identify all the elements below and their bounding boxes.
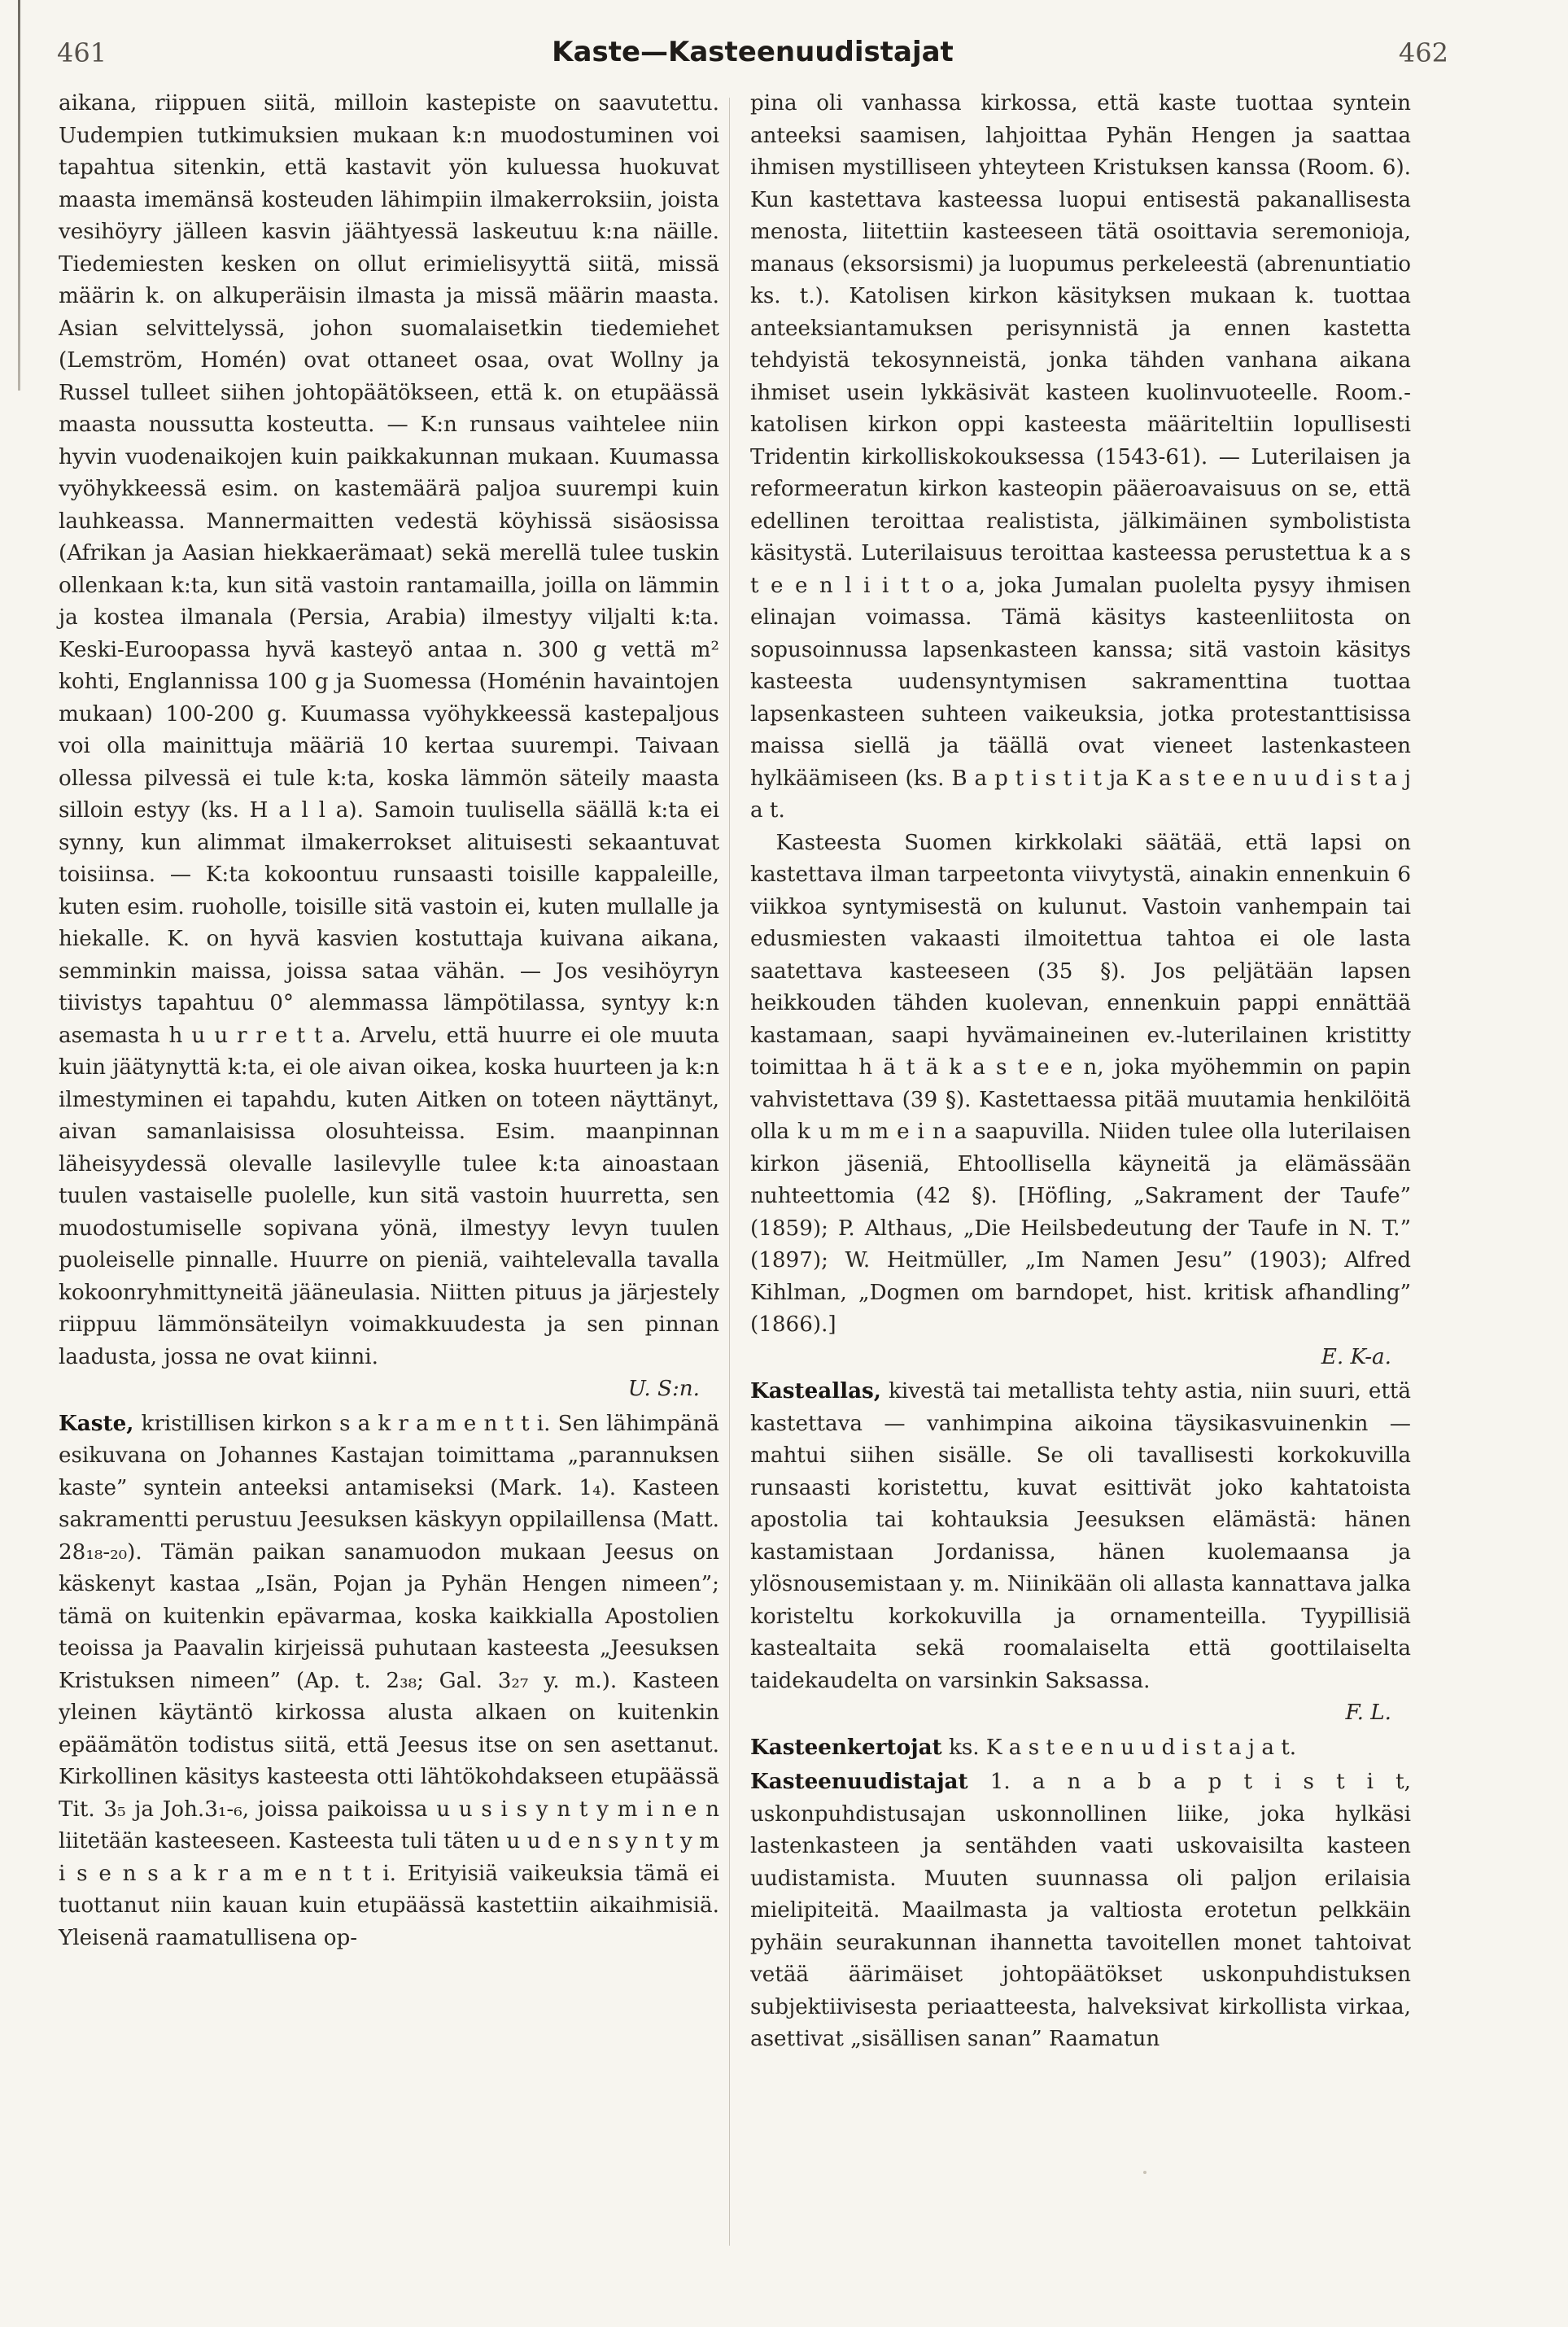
page-number-left: 461 bbox=[57, 37, 107, 68]
entry-kaste bbox=[59, 1408, 719, 1955]
page-header bbox=[57, 31, 1448, 72]
entry-kaste-text: kristillisen kirkon s a k r a m e n t t i. Sen lähimpänä esikuvana on Johannes Kastajan toimittama „parannuksen kaste” syntein anteeksi antamiseksi (Mark. 1₄). Kasteen sakramentti perustuu Jeesuksen käskyyn oppilaillensa (Matt. 28₁₈-₂₀). Tämän paikan sanamuodon mukaan Jeesus on käskenyt kastaa „Isän, Pojan ja Pyhän Hengen nimeen”; tämä on kuitenkin epävarmaa, koska kaikkialla Apostolien teoissa ja Paavalin kirjeissä puhutaan kasteesta „Jeesuksen Kristuksen nimeen” (Ap. t. 2₃₈; Gal. 3₂₇ y. m.). Kasteen yleinen käytäntö kirkossa alusta alkaen on kuitenkin epäämätön todistus siitä, että Jeesus itse on sen asettanut. Kirkollinen käsitys kasteesta otti lähtökohdakseen etupäässä Tit. 3₅ ja Joh.3₁-₆, joissa paikoissa u u s i s y n t y m i n e n liitetään kasteeseen. Kasteesta tuli täten u u d e n s y n t y m i s e n s a k r a m e n t t i. Erityisiä vaikeuksia tämä ei tuottanut niin kauan kuin etupäässä kastettiin aikaihmisiä. Yleisenä raamatullisena op- bbox=[59, 1411, 719, 1950]
entry-kasteenkertojat-text: ks. K a s t e e n u u d i s t a j a t. bbox=[941, 1735, 1297, 1760]
entry-kasteenuudistajat bbox=[750, 1766, 1411, 2056]
kaste-law-paragraph: Kasteesta Suomen kirkkolaki säätää, että lapsi on kastettava ilman tarpeetonta viivytystä, ainakin ennenkuin 6 viikkoa syntymisestä on kulunut. Vastoin vanhempain tai edusmiesten vakaasti ilmoitettua tahtoa ei ole lasta saatettava kasteeseen (35 §). Jos peljätään lapsen heikkouden tähden kuolevan, ennenkuin pappi ennättää kastamaan, saapi hyvämaineinen ev.-luterilainen kristitty toimittaa h ä t ä k a s t e e n, joka myöhemmin on papin vahvistettava (39 §). Kastettaessa pitää muutamia henkilöitä olla k u m m e i n a saapuvilla. Niiden tulee olla luterilaisen kirkon jäseniä, Ehtoollisella käyneitä ja elämässään nuhteettomia (42 §). [Höfling, „Sakrament der Taufe” (1859); P. Althaus, „Die Heilsbedeutung der Taufe in N. T.” (1897); W. Heitmüller, „Im Namen Jesu” (1903); Alfred Kihlman, „Dogmen om barndopet, hist. kritisk afhandling” (1866).] bbox=[750, 830, 1411, 1337]
left-column bbox=[59, 88, 719, 1954]
headword-kasteenkertojat: Kasteenkertojat bbox=[750, 1734, 942, 1760]
headword-kaste: Kaste, bbox=[59, 1410, 134, 1436]
entry-kasteallas-text: kivestä tai metallista tehty astia, niin suuri, että kastettava — vanhimpina aikoina täysikasvuinenkin — mahtui siihen sisälle. Se oli tavallisesti korkokuvilla runsaasti koristettu, kuvat esittivät joko kahtatoista apostolia tai kohtauksia Jeesuksen elämästä: hänen kastamistaan Jordanissa, hänen kuolemaansa ja ylösnousemistaan y. m. Niinikään oli allasta kannattava jalka koristeltu korkokuvilla ja ornamenteilla. Tyypillisiä kastealtaita sekä roomalaiselta että goottilaiselta taidekaudelta on varsinkin Saksassa. bbox=[750, 1379, 1411, 1693]
right-column bbox=[750, 88, 1411, 2056]
entry-kasteallas bbox=[750, 1375, 1411, 1697]
headword-kasteallas: Kasteallas, bbox=[750, 1378, 881, 1404]
paper-speck bbox=[1143, 2171, 1147, 2174]
headword-kasteenuudistajat: Kasteenuudistajat bbox=[750, 1769, 968, 1794]
page-edge-shadow bbox=[18, 0, 20, 391]
author-signature: F. L. bbox=[1345, 1700, 1391, 1725]
author-signature: U. S:n. bbox=[627, 1377, 700, 1401]
page-number-right: 462 bbox=[1398, 37, 1448, 68]
entry-kasteenkertojat bbox=[750, 1731, 1411, 1765]
dew-article-continuation: aikana, riippuen siitä, milloin kastepiste on saavutettu. Uudempien tutkimuksien mukaan k:n muodostuminen voi tapahtua sitenkin, että kastavit yön kuluessa huokuvat maasta imemänsä kosteuden lähimpiin ilmakerroksiin, joista vesihöyry jälleen kasvin jäähtyessä laskeutuu k:na näille. Tiedemiesten kesken on ollut erimielisyyttä siitä, missä määrin k. on alkuperäisin ilmasta ja missä määrin maasta. Asian selvittelyssä, johon suomalaisetkin tiedemiehet (Lemström, Homén) ovat ottaneet osaa, ovat Wollny ja Russel tulleet siihen johtopäätökseen, että k. on etupäässä maasta noussutta kosteutta. — K:n runsaus vaihtelee niin hyvin vuodenaikojen kuin paikkakunnan mukaan. Kuumassa vyöhykkeessä esim. on kastemäärä paljoa suurempi kuin lauhkeassa. Mannermaitten vedestä köyhissä sisäosissa (Afrikan ja Aasian hiekkaerämaat) sekä merellä tulee tuskin ollenkaan k:ta, kun sitä vastoin rantamailla, joilla on lämmin ja kostea ilmanala (Persia, Arabia) ilmestyy viljalti k:ta. Keski-Euroopassa hyvä kasteyö antaa n. 300 g vettä m² kohti, Englannissa 100 g ja Suomessa (Homénin havaintojen mukaan) 100-200 g. Kuumassa vyöhykkeessä kastepaljous voi olla mainittuja määriä 10 kertaa suurempi. Taivaan ollessa pilvessä ei tule k:ta, koska lämmön säteily maasta silloin estyy (ks. H a l l a). Samoin tuulisella säällä k:ta ei synny, kun alimmat ilmakerrokset alituisesti sekaantuvat toisiinsa. — K:ta kokoontuu runsaasti toisille kappaleille, kuten esim. ruoholle, toisille sitä vastoin ei, kuten mullalle ja hiekalle. K. on hyvä kasvien kostuttaja kuivana aikana, semminkin maissa, joissa sataa vähän. — Jos vesihöyryn tiivistys tapahtuu 0° alemmassa lämpötilassa, syntyy k:n asemasta h u u r r e t t a. Arvelu, että huurre ei ole muuta kuin jäätynyttä k:ta, ei ole aivan oikea, koska huurteen ja k:n ilmestyminen ei tapahdu, kuten Aitken on toteen näyttänyt, aivan samanlaisissa olosuhteissa. Esim. maanpinnan läheisyydessä olevalle lasilevylle tulee k:ta ainoastaan tuulen vastaiselle puolelle, kun sitä vastoin huurretta, sen muodostumiselle sopivana yönä, ilmestyy levyn tuulen puoleiselle pinnalle. Huurre on pieniä, vaihtelevalla tavalla kokoonryhmittyneitä jääneulasia. Niitten pituus ja järjestely riippuu lämmönsäteilyn voimakkuudesta ja sen pinnan laadusta, jossa ne ovat kiinni. bbox=[59, 91, 719, 1369]
kaste-article-continuation: pina oli vanhassa kirkossa, että kaste tuottaa syntein anteeksi saamisen, lahjoittaa Pyhän Hengen ja saattaa ihmisen mystilliseen yhteyteen Kristuksen kanssa (Room. 6). Kun kastettava kasteessa luopui entisestä pakanallisesta menosta, liitettiin kasteeseen tätä osoittavia seremonioja, manaus (eksorsismi) ja luopumus perkeleestä (abrenuntiatio ks. t.). Katolisen kirkon käsityksen mukaan k. tuottaa anteeksiantamuksen perisynnistä ja ennen kastetta tehdyistä tekosynneistä, jonka tähden vanhana aikana ihmiset usein lykkäsivät kasteen kuolinvuoteelle. Room.-katolisen kirkon oppi kasteesta määriteltiin lopullisesti Tridentin kirkolliskokouksessa (1543-61). — Luterilaisen ja reformeeratun kirkon kasteopin pääeroavaisuus on se, että edellinen teroittaa realistista, jälkimäinen symbolistista käsitystä. Luterilaisuus teroittaa kasteessa perustettua k a s t e e n l i i t t o a, joka Jumalan puolelta pysyy ihmisen elinajan voimassa. Tämä käsitys kasteenliitosta on sopusoinnussa lapsenkasteen kanssa; sitä vastoin käsitys kasteesta uudensyntymisen sakramenttina tuottaa lapsenkasteen suhteen vaikeuksia, jotka protestanttisissa maissa siellä ja täällä ovat vieneet lastenkasteen hylkäämiseen (ks. B a p t i s t i t ja K a s t e e n u u d i s t a j a t. bbox=[750, 91, 1411, 823]
column-divider bbox=[729, 98, 730, 2246]
running-title: Kaste—Kasteenuudistajat bbox=[552, 36, 954, 68]
entry-kasteenuudistajat-text: 1. a n a b a p t i s t i t, uskonpuhdistusajan uskonnollinen liike, joka hylkäsi lastenkasteen ja sentähden vaati uskovaisilta kasteen uudistamista. Muuten suunnassa oli paljon erilaisia mielipiteitä. Maailmasta ja valtiosta erotetun pelkkäin pyhäin seurakunnan ihannetta tavoitellen monet tahtoivat vetää äärimäiset johtopäätökset uskonpuhdistuksen subjektiivisesta periaatteesta, halveksivat kirkollista virkaa, asettivat „sisällisen sanan” Raamatun bbox=[750, 1770, 1411, 2051]
author-signature: E. K-a. bbox=[1321, 1344, 1391, 1369]
